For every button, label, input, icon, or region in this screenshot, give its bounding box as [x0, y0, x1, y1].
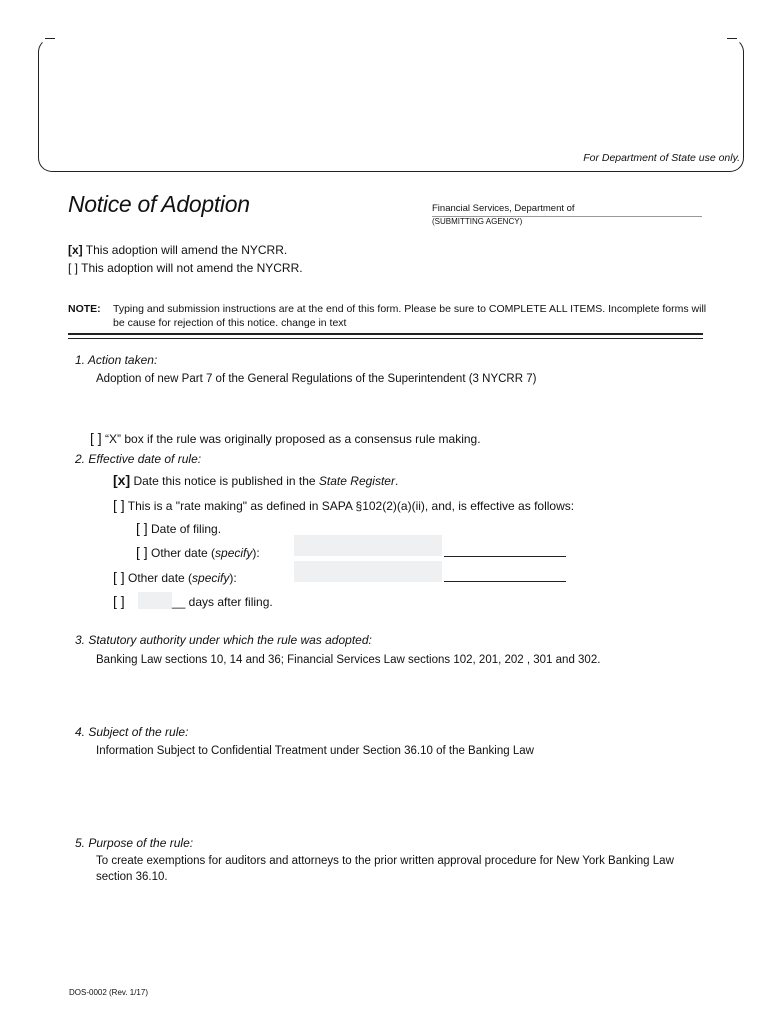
other-date-text-1: Other date (specify):	[151, 546, 260, 560]
divider-thick	[68, 333, 703, 335]
date-of-filing-option	[136, 520, 221, 536]
section2-title: 2. Effective date of rule:	[75, 452, 202, 466]
date-of-filing-text: Date of filing.	[151, 522, 222, 536]
statutory-authority-field[interactable]: Banking Law sections 10, 14 and 36; Financial Services Law sections 102, 201, 202 , 301 and 302.	[96, 654, 601, 666]
amend-checkbox[interactable]: [x]	[68, 243, 83, 257]
not-amend-checkbox[interactable]: [ ]	[68, 261, 79, 275]
subject-field[interactable]: Information Subject to Confidential Treatment under Section 36.10 of the Banking Law	[96, 745, 534, 757]
other-date-option-2	[113, 569, 237, 585]
section3-title: 3. Statutory authority under which the rule was adopted:	[75, 633, 372, 647]
days-input[interactable]	[138, 592, 172, 609]
consensus-text: “X” box if the rule was originally proposed as a consensus rule making.	[105, 432, 481, 446]
note-text: Typing and submission instructions are at the end of this form. Please be sure to COMPLETE ALL ITEMS. Incomplete forms will be cause for rejection of this notice. change in text	[113, 303, 707, 329]
section5-title: 5. Purpose of the rule:	[75, 836, 194, 850]
days-after-filing-option	[113, 593, 125, 609]
published-text: Date this notice is published in the State Register.	[133, 474, 399, 488]
rate-making-checkbox[interactable]: [ ]	[113, 497, 125, 513]
state-use-note: For Department of State use only.	[583, 152, 740, 164]
form-id: DOS-0002 (Rev. 1/17)	[69, 988, 148, 997]
other-date-checkbox-2[interactable]: [ ]	[113, 569, 125, 585]
amend-option	[68, 243, 287, 257]
other-date-option-1	[136, 544, 260, 560]
other-date-input-1[interactable]	[294, 535, 442, 556]
note-label: NOTE:	[68, 303, 101, 315]
amend-text: This adoption will amend the NYCRR.	[85, 243, 288, 257]
days-after-filing-text: __ days after filing.	[172, 595, 273, 609]
rate-making-option	[113, 497, 574, 513]
rate-making-text: This is a "rate making" as defined in SAPA §102(2)(a)(ii), and, is effective as follows:	[127, 499, 575, 513]
published-option	[113, 472, 398, 488]
divider-thin	[68, 338, 703, 339]
published-checkbox[interactable]: [x]	[113, 472, 131, 488]
page-title: Notice of Adoption	[68, 191, 250, 217]
purpose-field[interactable]: To create exemptions for auditors and attorneys to the prior written approval procedure for New York Banking Law section 36.10.	[96, 855, 674, 883]
days-after-filing-checkbox[interactable]: [ ]	[113, 593, 125, 609]
other-date-line-1	[444, 556, 566, 557]
section1-title: 1. Action taken:	[75, 353, 158, 367]
submitting-agency-label: (SUBMITTING AGENCY)	[432, 217, 523, 226]
section4-title: 4. Subject of the rule:	[75, 725, 189, 739]
not-amend-text: This adoption will not amend the NYCRR.	[81, 261, 303, 275]
action-taken-field[interactable]: Adoption of new Part 7 of the General Regulations of the Superintendent (3 NYCRR 7)	[96, 373, 537, 385]
consensus-checkbox[interactable]: [ ]	[90, 430, 102, 446]
other-date-checkbox-1[interactable]: [ ]	[136, 544, 148, 560]
other-date-text-2: Other date (specify):	[128, 571, 237, 585]
other-date-input-2[interactable]	[294, 561, 442, 582]
other-date-line-2	[444, 581, 566, 582]
consensus-option	[90, 430, 481, 446]
date-of-filing-checkbox[interactable]: [ ]	[136, 520, 148, 536]
submitting-agency-field[interactable]: Financial Services, Department of	[432, 203, 702, 217]
not-amend-option	[68, 261, 303, 275]
